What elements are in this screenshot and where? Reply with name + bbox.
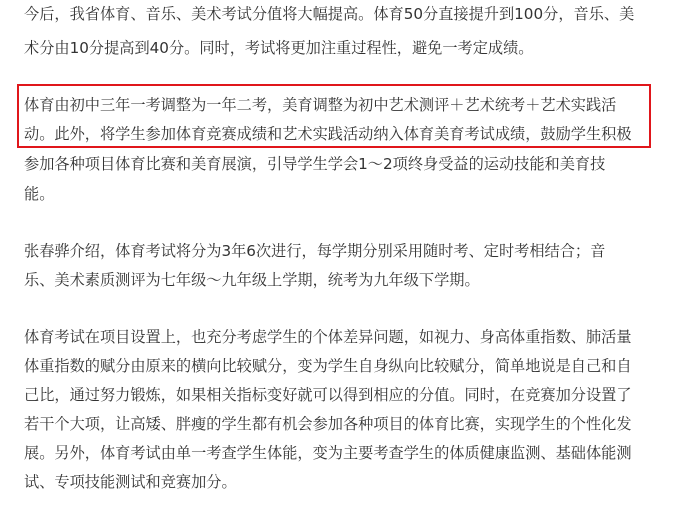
paragraph-3-line-1: 张春骅介绍，体育考试将分为3年6次进行，每学期分别采用随时考、定时考相结合；音	[24, 242, 606, 260]
paragraph-4-line-5: 展。另外，体育考试由单一考查学生体能，变为主要考查学生的体质健康监测、基础体能测	[24, 444, 632, 462]
paragraph-4-line-4: 若干个大项，让高矮、胖瘦的学生都有机会参加各种项目的体育比赛，实现学生的个性化发	[24, 415, 632, 433]
paragraph-4-line-2: 体重指数的赋分由原来的横向比较赋分，变为学生自身纵向比较赋分，简单地说是自己和自	[24, 357, 632, 375]
paragraph-1-line-1: 今后，我省体育、音乐、美术考试分值将大幅提高。体育50分直接提升到100分，音乐、美	[24, 5, 635, 23]
paragraph-2-line-3: 参加各种项目体育比赛和美育展演，引导学生学会1～2项终身受益的运动技能和美育技	[24, 155, 606, 173]
paragraph-2-line-4: 能。	[24, 185, 55, 203]
paragraph-4-line-6: 试、专项技能测试和竞赛加分。	[24, 473, 237, 491]
paragraph-4-line-1: 体育考试在项目设置上，也充分考虑学生的个体差异问题，如视力、身高体重指数、肺活量	[24, 328, 632, 346]
paragraph-3-line-2: 乐、美术素质测评为七年级～九年级上学期，统考为九年级下学期。	[24, 271, 480, 289]
paragraph-2-highlighted-line-1: 体育由初中三年一考调整为一年二考，美育调整为初中艺术测评＋艺术统考＋艺术实践活	[24, 96, 617, 114]
paragraph-4-line-3: 己比，通过努力锻炼，如果相关指标变好就可以得到相应的分值。同时，在竞赛加分设置了	[24, 386, 632, 404]
paragraph-1-line-2: 术分由10分提高到40分。同时，考试将更加注重过程性，避免一考定成绩。	[24, 39, 534, 57]
paragraph-2-highlighted-line-2: 动。此外，将学生参加体育竞赛成绩和艺术实践活动纳入体育美育考试成绩，鼓励学生积极	[24, 125, 632, 143]
